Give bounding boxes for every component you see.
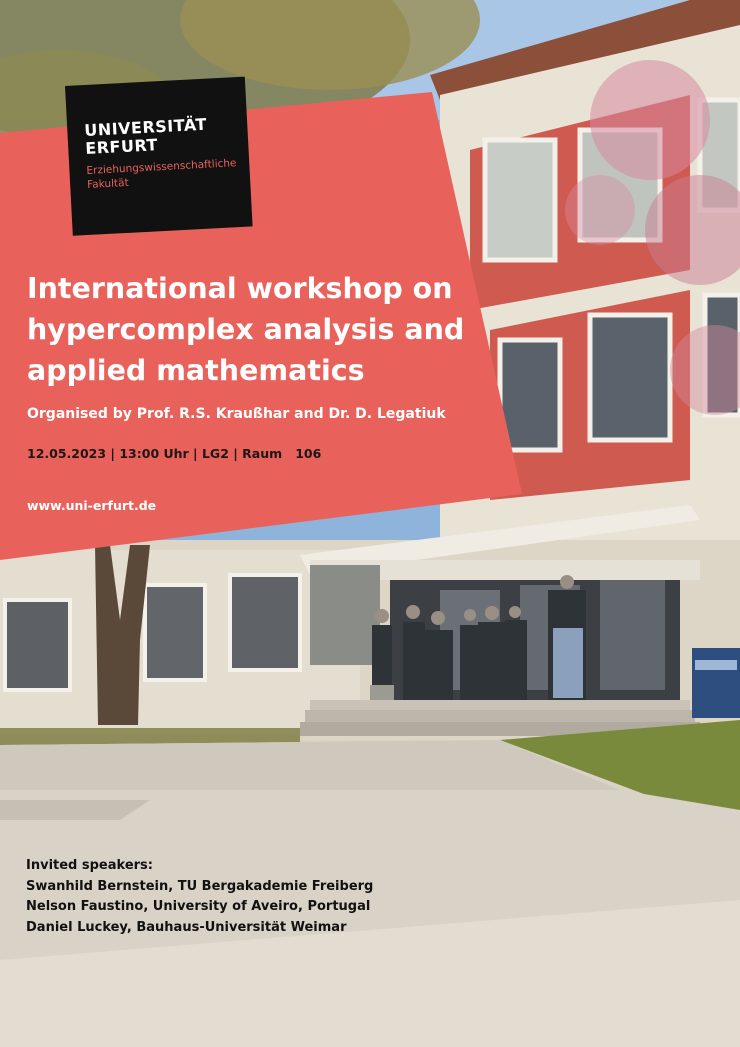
title-line: applied mathematics [27,354,365,387]
event-details: 12.05.2023 | 13:00 Uhr | LG2 | Raum 106 [27,446,322,461]
logo-faculty-line2: Fakultät [86,176,129,191]
workshop-title [27,268,487,391]
title-line: hypercomplex analysis and [27,313,465,346]
speaker-item: Daniel Luckey, Bauhaus-Universität Weimar [26,919,347,935]
organiser-text: Organised by Prof. R.S. Kraußhar and Dr. D. Legatiuk [27,406,446,422]
speaker-item: Nelson Faustino, University of Aveiro, Portugal [26,899,371,914]
title-line: International workshop on [27,272,453,305]
speaker-item: Swanhild Bernstein, TU Bergakademie Freiberg [26,878,374,894]
logo-erfurt-text: ERFURT [84,135,159,159]
website-link[interactable]: www.uni-erfurt.de [27,498,157,513]
logo-faculty-line1: Erziehungswissenschaftliche [86,157,237,177]
logo-university-text: UNIVERSITÄT [83,114,208,141]
university-logo [65,77,253,236]
speakers-heading: Invited speakers: [26,858,153,873]
invited-speakers [26,856,373,938]
